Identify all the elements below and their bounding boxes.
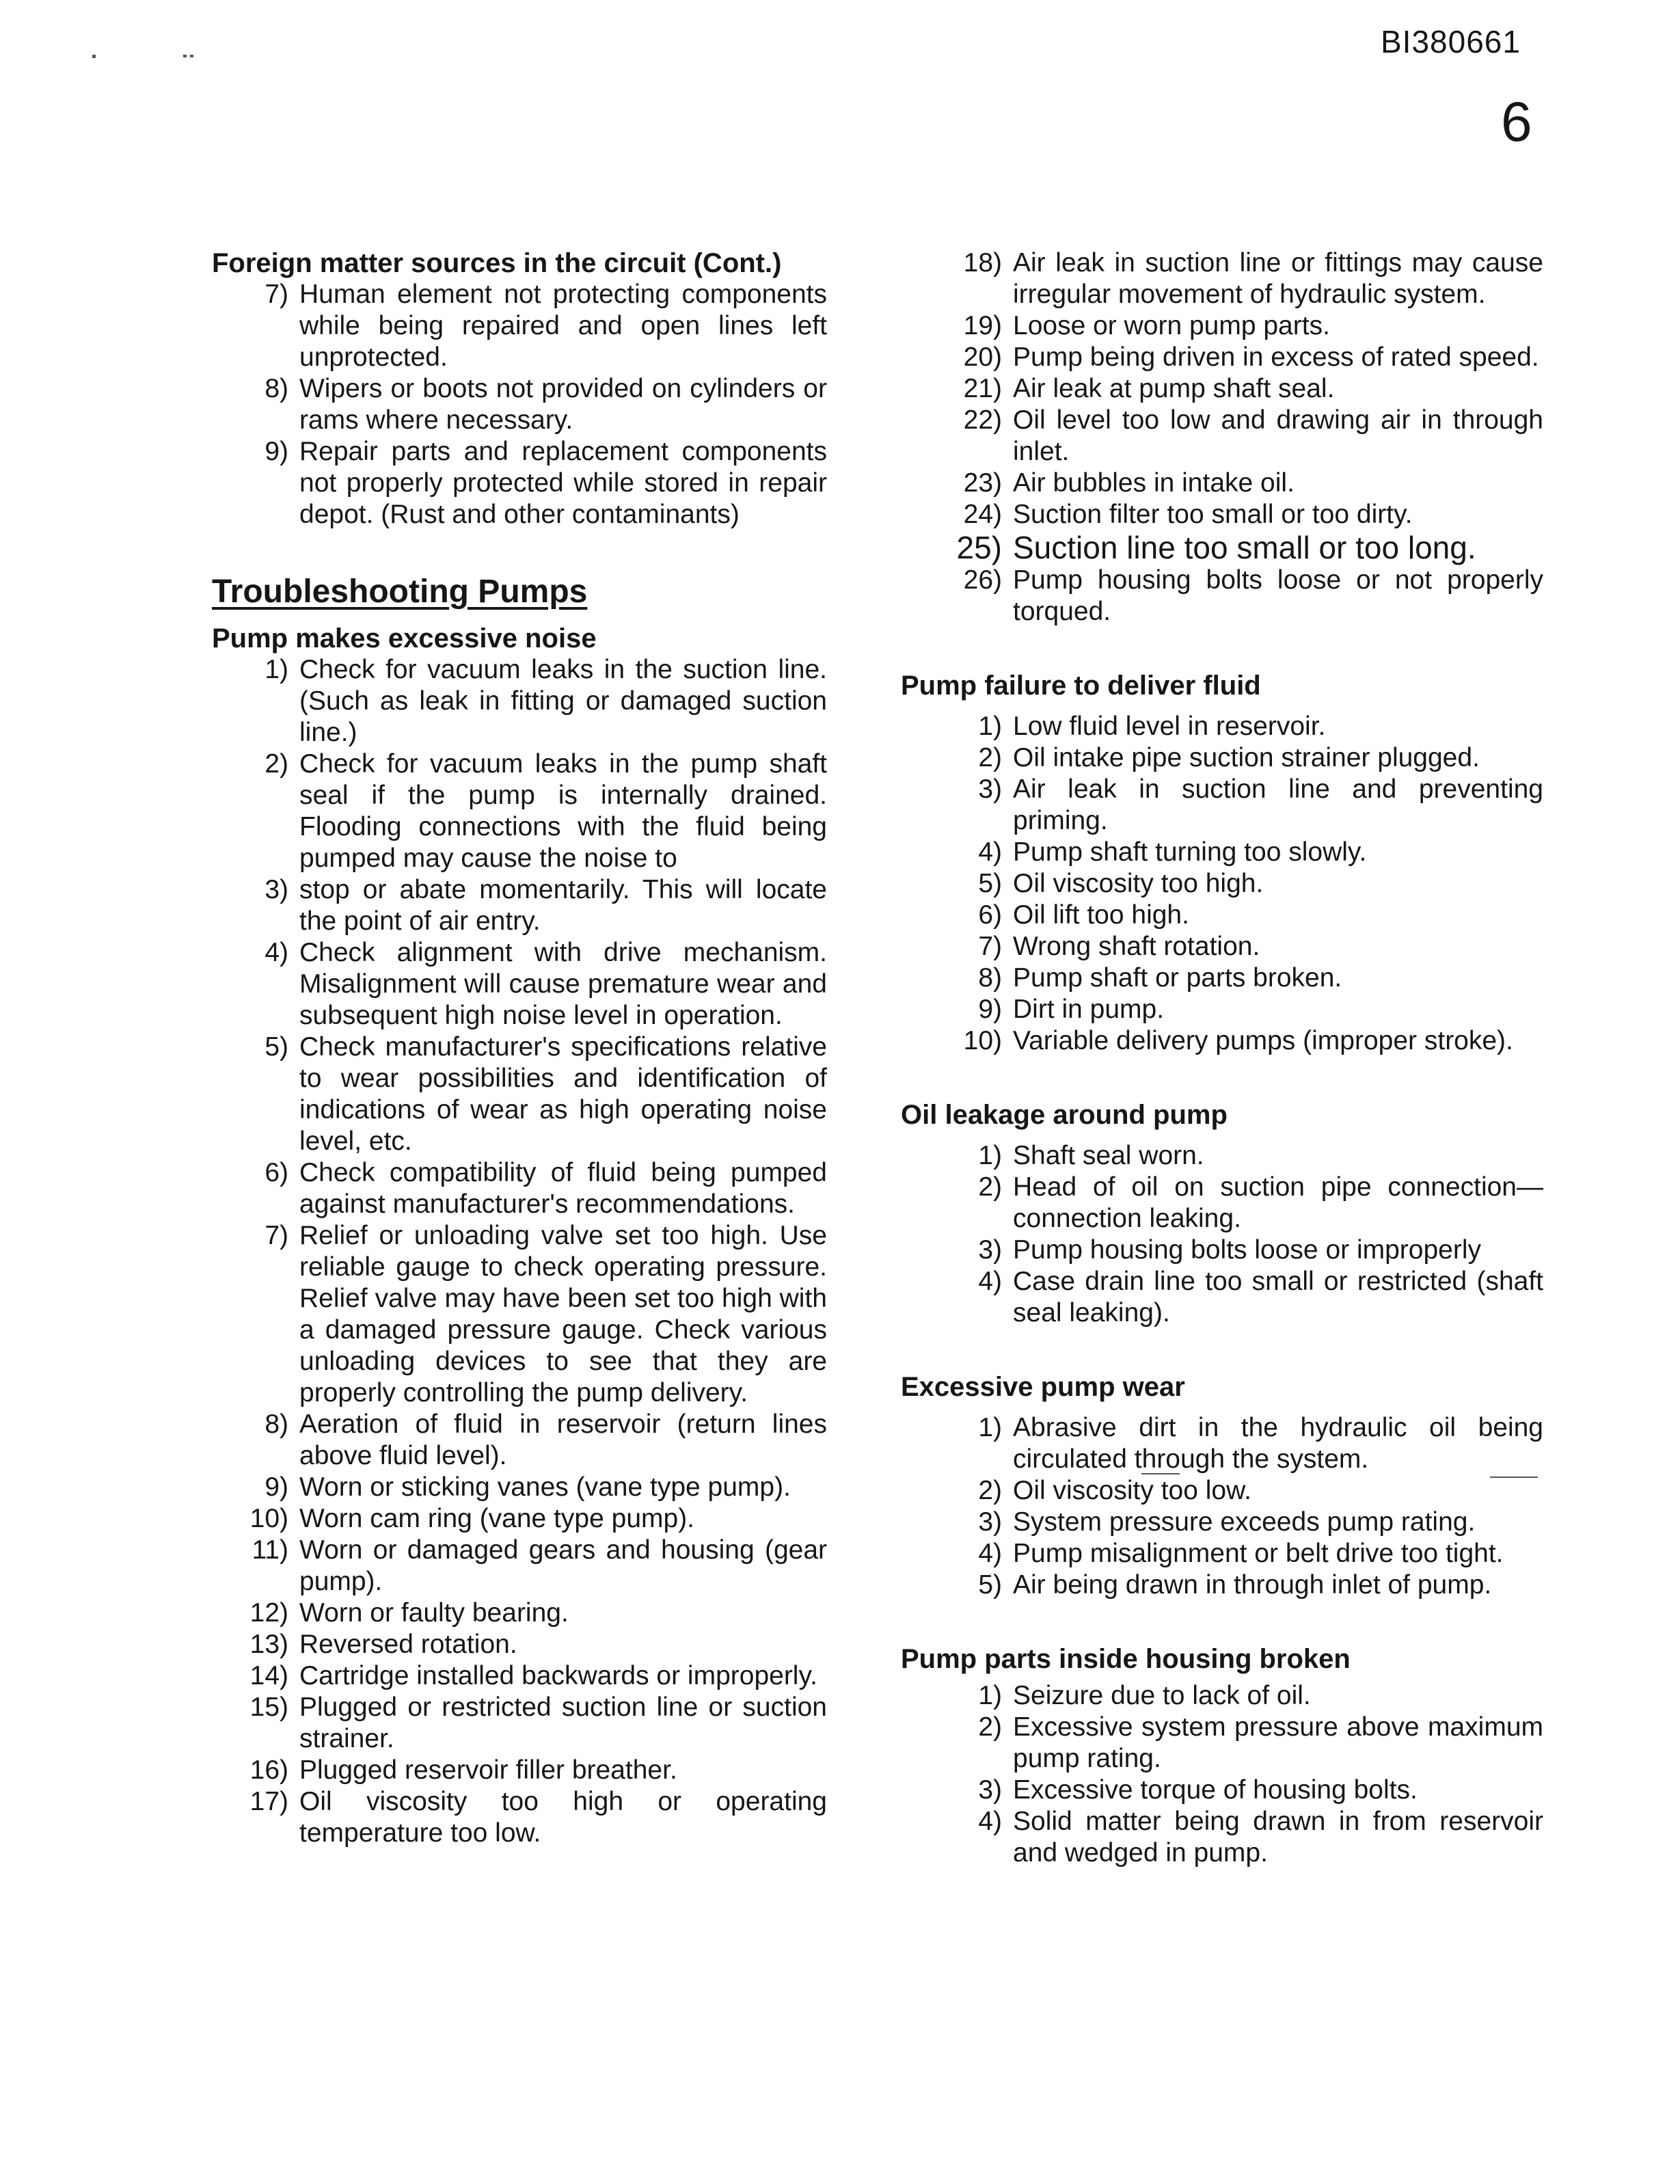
list-item: [212, 1503, 827, 1535]
list-item-text: Check compatibility of fluid being pumped against manufacturer's recommendations.: [299, 1158, 827, 1219]
list-item-number: 7): [265, 1221, 288, 1250]
list-item-number: 4): [978, 1539, 1002, 1568]
list-item-number: 9): [265, 1472, 288, 1502]
list-item: [212, 1472, 827, 1503]
list-item: [212, 1755, 827, 1786]
list-item: [901, 1538, 1543, 1569]
list-item-number: 8): [265, 1410, 288, 1439]
list-item-number: 3): [978, 1775, 1002, 1805]
list-item-text: Wrong shaft rotation.: [1013, 932, 1260, 961]
list-item-number: 17): [249, 1787, 288, 1816]
section-title-leakage: Oil leakage around pump: [901, 1100, 1228, 1130]
list-item-number: 4): [978, 1807, 1002, 1836]
list-item-text: Case drain line too small or restricted (shaft seal leaking).: [1013, 1267, 1543, 1327]
list-item: [901, 1712, 1543, 1775]
list-item-text: Suction filter too small or too dirty.: [1013, 500, 1413, 529]
list-item-number: 16): [249, 1755, 288, 1785]
list-item-number: 10): [963, 1026, 1002, 1055]
list-item: [901, 837, 1543, 868]
list-item-text: Air leak at pump shaft seal.: [1013, 374, 1335, 403]
list-item: [901, 1507, 1543, 1538]
noise-continued-list: [901, 247, 1543, 628]
list-item: [212, 1660, 827, 1692]
section-title-wear: Excessive pump wear: [901, 1372, 1185, 1402]
list-item-text: Excessive system pressure above maximum pump rating.: [1013, 1712, 1543, 1773]
list-item-number: 1): [978, 1681, 1002, 1710]
list-item-text: Check for vacuum leaks in the suction line. (Such as leak in fitting or damaged suction line.): [299, 655, 827, 747]
scan-mark: [92, 55, 96, 58]
list-item-text: Cartridge installed backwards or improperly.: [299, 1661, 817, 1690]
list-item-number: 5): [265, 1032, 288, 1062]
list-item-text: Wipers or boots not provided on cylinders or rams where necessary.: [299, 374, 827, 435]
list-item: [901, 1266, 1543, 1329]
list-item: [212, 373, 827, 436]
list-item: [901, 931, 1543, 962]
list-item-number: 24): [963, 500, 1002, 529]
section-title-broken: Pump parts inside housing broken: [901, 1644, 1351, 1674]
list-item-text: Oil lift too high.: [1013, 900, 1189, 930]
list-item: [901, 499, 1543, 530]
list-item-number: 1): [978, 1141, 1002, 1170]
left-column: [212, 247, 827, 1849]
list-item-text: Reversed rotation.: [299, 1630, 517, 1659]
list-item-number: 22): [963, 405, 1002, 435]
list-item-number: 7): [978, 932, 1002, 961]
list-item-number: 25): [956, 530, 1002, 565]
list-item-text: Pump misalignment or belt drive too tight.: [1013, 1539, 1504, 1568]
list-item-number: 6): [978, 900, 1002, 930]
list-item-number: 5): [978, 869, 1002, 898]
list-item-number: 6): [265, 1158, 288, 1187]
list-item-number: 19): [963, 311, 1002, 340]
list-item-text: Suction line too small or too long.: [1013, 530, 1476, 565]
list-item-number: 4): [265, 938, 288, 967]
list-item-number: 2): [978, 743, 1002, 772]
list-item-text: Solid matter being drawn in from reservoir and wedged in pump.: [1013, 1807, 1543, 1868]
list-item-text: Shaft seal worn.: [1013, 1141, 1204, 1170]
list-item-text: Oil level too low and drawing air in through inlet.: [1013, 405, 1543, 466]
noise-list: [212, 654, 827, 1849]
list-item-text: Check for vacuum leaks in the pump shaft seal if the pump is internally drained. Flooding connections with the fluid being pumped may cause the noise to: [299, 749, 827, 873]
list-item-number: 26): [963, 565, 1002, 595]
list-item: [901, 1806, 1543, 1869]
list-item-number: 15): [249, 1693, 288, 1722]
list-item-text: Excessive torque of housing bolts.: [1013, 1775, 1418, 1805]
list-item: [212, 937, 827, 1032]
list-item-number: 5): [978, 1570, 1002, 1600]
page-number: 6: [1501, 91, 1532, 153]
list-item-text: Pump shaft turning too slowly.: [1013, 837, 1367, 867]
list-item-text: Pump housing bolts loose or not properly torqued.: [1013, 565, 1543, 626]
foreign-matter-list: [212, 279, 827, 530]
list-item-number: 12): [249, 1598, 288, 1628]
list-item: [901, 565, 1543, 628]
list-item-number: 10): [249, 1504, 288, 1533]
list-item-number: 3): [978, 774, 1002, 804]
list-item-text: Abrasive dirt in the hydraulic oil being circulated through the system.: [1013, 1413, 1543, 1474]
list-item-text: stop or abate momentarily. This will locate the point of air entry.: [299, 875, 827, 936]
list-item-text: Pump being driven in excess of rated speed.: [1013, 342, 1539, 372]
list-item: [901, 742, 1543, 774]
list-item-text: Check manufacturer's specifications relative to wear possibilities and identification of indications of wear as high operating noise level, etc.: [299, 1032, 827, 1156]
list-item: [901, 1412, 1543, 1475]
list-item: [901, 405, 1543, 468]
wear-list: [901, 1412, 1543, 1601]
list-item-number: 1): [978, 1413, 1002, 1442]
list-item-text: Human element not protecting components while being repaired and open lines left unprotected.: [299, 280, 827, 372]
list-item-number: 11): [252, 1535, 288, 1565]
list-item: [901, 868, 1543, 900]
list-item-text: Relief or unloading valve set too high. Use reliable gauge to check operating pressure. Relief valve may have been set too high with a damaged pressure gauge. Check various unloading devices to see that they are properly controlling the pump delivery.: [299, 1221, 827, 1407]
list-item: [901, 1025, 1543, 1057]
list-item: [901, 1235, 1543, 1266]
list-item-text: Plugged reservoir filler breather.: [299, 1755, 677, 1785]
scan-mark: [190, 55, 193, 57]
list-item-number: 4): [978, 1267, 1002, 1296]
list-item-text: Oil intake pipe suction strainer plugged.: [1013, 743, 1480, 772]
list-item: [901, 711, 1543, 742]
list-item: [901, 1775, 1543, 1806]
list-item-number: 3): [265, 875, 288, 904]
list-item-number: 2): [978, 1172, 1002, 1202]
list-item-number: 2): [978, 1476, 1002, 1505]
list-item-text: Oil viscosity too high or operating temperature too low.: [299, 1787, 827, 1848]
list-item-text: Air leak in suction line and preventing priming.: [1013, 774, 1543, 835]
list-item-number: 2): [265, 749, 288, 779]
list-item-number: 3): [978, 1235, 1002, 1265]
list-item-number: 13): [249, 1630, 288, 1659]
list-item-text: Dirt in pump.: [1013, 995, 1165, 1024]
list-item-number: 3): [978, 1507, 1002, 1537]
list-item: [212, 1597, 827, 1629]
list-item-text: Worn cam ring (vane type pump).: [299, 1504, 695, 1533]
list-item: [901, 342, 1543, 373]
list-item-text: Pump shaft or parts broken.: [1013, 963, 1342, 993]
page-title: Troubleshooting Pumps: [212, 574, 588, 610]
doc-id: BI380661: [1381, 24, 1521, 59]
list-item-text: Check alignment with drive mechanism. Misalignment will cause premature wear and subsequent high noise level in operation.: [299, 938, 827, 1030]
list-item-text: System pressure exceeds pump rating.: [1013, 1507, 1476, 1537]
list-item-text: Low fluid level in reservoir.: [1013, 712, 1326, 741]
list-item: [212, 1629, 827, 1660]
list-item: [901, 373, 1543, 405]
list-item-number: 20): [963, 342, 1002, 372]
broken-list: [901, 1680, 1543, 1869]
list-item-text: Air leak in suction line or fittings may cause irregular movement of hydraulic system.: [1013, 248, 1543, 309]
list-item: [212, 749, 827, 874]
list-item-number: 4): [978, 837, 1002, 867]
list-item-number: 18): [963, 248, 1002, 278]
list-item-number: 7): [265, 280, 288, 309]
leakage-list: [901, 1140, 1543, 1329]
list-item-text: Air bubbles in intake oil.: [1013, 468, 1295, 498]
list-item: [212, 1032, 827, 1157]
list-item: [212, 279, 827, 373]
list-item-number: 8): [265, 374, 288, 403]
list-item: [212, 874, 827, 937]
section-title-noise: Pump makes excessive noise: [212, 623, 597, 653]
list-item-number: 1): [978, 712, 1002, 741]
list-item: [212, 654, 827, 749]
list-item: [212, 1409, 827, 1472]
list-item: [212, 1220, 827, 1409]
list-item: [901, 1475, 1543, 1507]
section-title-foreign-matter: Foreign matter sources in the circuit (Cont.): [212, 248, 782, 278]
list-item: [901, 1172, 1543, 1235]
list-item-text: Worn or damaged gears and housing (gear pump).: [299, 1535, 827, 1596]
right-column: [901, 247, 1543, 1869]
list-item-text: Aeration of fluid in reservoir (return lines above fluid level).: [299, 1410, 827, 1470]
list-item: [901, 530, 1543, 565]
list-item-text: Air being drawn in through inlet of pump.: [1013, 1570, 1492, 1600]
list-item-text: Seizure due to lack of oil.: [1013, 1681, 1311, 1710]
list-item: [901, 247, 1543, 310]
list-item: [901, 468, 1543, 499]
list-item-number: 1): [265, 655, 288, 684]
list-item: [901, 1569, 1543, 1601]
list-item-text: Oil viscosity too low.: [1013, 1476, 1251, 1505]
list-item: [901, 900, 1543, 931]
list-item-text: Pump housing bolts loose or improperly: [1013, 1235, 1482, 1265]
list-item: [901, 1680, 1543, 1712]
list-item: [901, 774, 1543, 837]
list-item-number: 8): [978, 963, 1002, 993]
deliver-list: [901, 711, 1543, 1057]
list-item: [212, 1692, 827, 1755]
scan-mark: [183, 55, 187, 57]
list-item-number: 9): [265, 437, 288, 466]
list-item: [212, 436, 827, 530]
list-item-text: Variable delivery pumps (improper stroke).: [1013, 1026, 1513, 1055]
list-item-text: Worn or sticking vanes (vane type pump).: [299, 1472, 791, 1502]
list-item: [212, 1786, 827, 1849]
list-item: [901, 310, 1543, 342]
list-item: [212, 1157, 827, 1220]
list-item: [901, 994, 1543, 1025]
list-item: [901, 1140, 1543, 1172]
list-item-number: 23): [963, 468, 1002, 498]
list-item: [212, 1535, 827, 1597]
list-item-text: Plugged or restricted suction line or suction strainer.: [299, 1693, 827, 1753]
list-item-number: 9): [978, 995, 1002, 1024]
list-item-number: 14): [249, 1661, 288, 1690]
list-item-number: 2): [978, 1712, 1002, 1742]
list-item-text: Head of oil on suction pipe connection—connection leaking.: [1013, 1172, 1543, 1233]
list-item-number: 21): [963, 374, 1002, 403]
section-title-deliver: Pump failure to deliver fluid: [901, 671, 1261, 701]
list-item: [901, 962, 1543, 994]
list-item-text: Oil viscosity too high.: [1013, 869, 1264, 898]
list-item-text: Worn or faulty bearing.: [299, 1598, 569, 1628]
list-item-text: Repair parts and replacement components not properly protected while stored in repair depot. (Rust and other contaminants): [299, 437, 827, 529]
list-item-text: Loose or worn pump parts.: [1013, 311, 1330, 340]
